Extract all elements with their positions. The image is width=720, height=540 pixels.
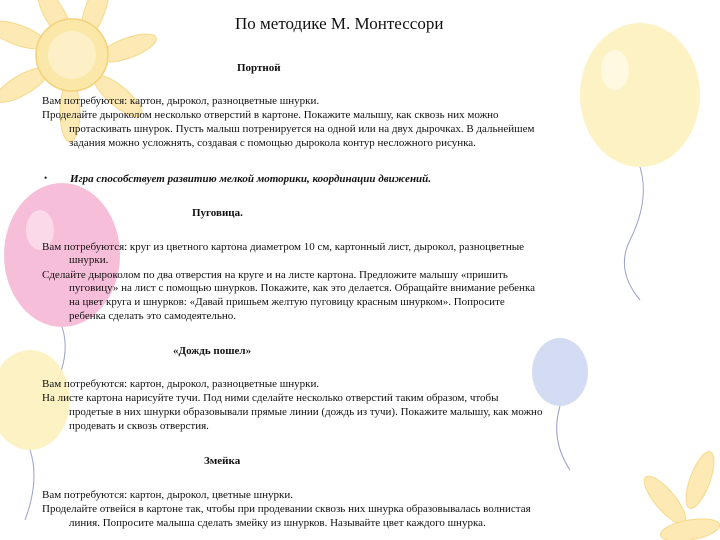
section-heading-dozhd: «Дождь пошел»	[173, 345, 252, 357]
section-4-line: Вам потребуются: картон, дырокол, цветные шнурки.	[42, 489, 293, 501]
bullet-icon: •	[44, 173, 48, 183]
section-1-line: Вам потребуются: картон, дырокол, разноцветные шнурки.	[42, 95, 320, 107]
section-2-line: на цвет круга и шнурков: «Давай пришьем желтую пуговицу красным шнурком». Попросите	[69, 296, 505, 308]
section-heading-portnoi: Портной	[237, 62, 281, 74]
section-heading-pugovitsa: Пуговица.	[192, 207, 243, 219]
section-1-bullet-text: Игра способствует развитию мелкой моторики, координации движений.	[70, 173, 432, 185]
section-1-line: задания можно усложнять, создавая с помощью дырокола контур несложного рисунка.	[69, 137, 476, 149]
section-heading-zmeika: Змейка	[204, 455, 241, 467]
section-2-line: пуговицу» на лист с помощью шнурков. Покажите, как это делается. Обращайте внимание ребенка	[69, 282, 536, 294]
section-2-line: Вам потребуются: круг из цветного картона диаметром 10 см, картонный лист, дырокол, разноцветные	[42, 241, 525, 253]
section-1-line: Проделайте дыроколом несколько отверстий в картоне. Покажите малышу, как сквозь них можно	[42, 109, 499, 121]
section-3-line: На листе картона нарисуйте тучи. Под ними сделайте несколько отверстий таким образом, чтобы	[42, 392, 499, 404]
section-3-line: Вам потребуются: картон, дырокол, разноцветные шнурки.	[42, 378, 320, 390]
section-2-line: шнурки.	[69, 254, 109, 266]
section-4-line: линия. Попросите малыша сделать змейку из шнурков. Называйте цвет каждого шнурка.	[69, 517, 486, 529]
page-title: По методике М. Монтессори	[235, 14, 444, 33]
section-1-line: протаскивать шнурок. Пусть малыш потренируется на одной или на двух дырочках. В дальнейшем	[69, 123, 535, 135]
section-2-line: ребенка сделать это самодеятельно.	[69, 310, 236, 322]
section-2-line: Сделайте дыроколом по два отверстия на круге и на листе картона. Предложите малышу «пришить	[42, 269, 508, 281]
section-3-line: продетые в них шнурки образовывали прямые линии (дождь из тучи). Покажите малышу, как можно	[69, 406, 543, 418]
section-3-line: продевать и сквозь отверстия.	[69, 420, 209, 432]
section-4-line: Проделайте отвейся в картоне так, чтобы при продевании сквозь них шнурка образовывалась волнистая	[42, 503, 531, 515]
